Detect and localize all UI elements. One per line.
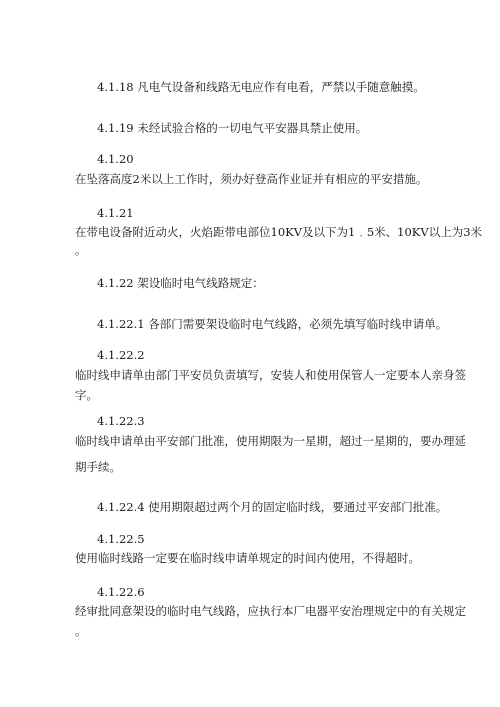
clause-4-1-19: 4.1.19 未经试验合格的一切电气平安器具禁止使用。 — [97, 121, 368, 135]
clause-4-1-22-5-number: 4.1.22.5 — [97, 532, 145, 546]
clause-4-1-22-3-text-end: 期手续。 — [75, 460, 121, 474]
clause-4-1-22-5-text: 使用临时线路一定要在临时线申请单规定的时间内使用，不得超时。 — [75, 551, 420, 565]
clause-4-1-21-text-end: 。 — [75, 243, 87, 257]
clause-4-1-22-6-number: 4.1.22.6 — [97, 585, 145, 599]
clause-4-1-22-4: 4.1.22.4 使用期限超过两个月的固定临时线，要通过平安部门批准。 — [97, 500, 448, 514]
clause-4-1-18: 4.1.18 凡电气设备和线路无电应作有电看，严禁以手随意触摸。 — [97, 80, 425, 94]
clause-4-1-22-2-text: 临时线申请单由部门平安员负责填写，安装人和使用保管人一定要本人亲身签 — [75, 368, 466, 382]
clause-4-1-22-2-text-end: 字。 — [75, 388, 98, 402]
clause-4-1-22-3-text: 临时线申请单由平安部门批准，使用期限为一星期，超过一星期的，要办理延 — [75, 434, 466, 448]
clause-4-1-20-number: 4.1.20 — [97, 152, 134, 166]
clause-4-1-21-text: 在带电设备附近动火，火焰距带电部位10KV及以下为1﹒5米、10KV以上为3米 — [75, 225, 483, 239]
clause-4-1-22-6-text: 经审批同意架设的临时电气线路，应执行本厂电器平安治理规定中的有关规定 — [75, 604, 466, 618]
clause-4-1-20-text: 在坠落高度2米以上工作时，须办好登高作业证并有相应的平安措施。 — [75, 172, 428, 186]
clause-4-1-22-3-number: 4.1.22.3 — [97, 414, 145, 428]
clause-4-1-22-1: 4.1.22.1 各部门需要架设临时电气线路，必须先填写临时线申请单。 — [97, 317, 448, 331]
clause-4-1-22-6-text-end: 。 — [75, 624, 87, 638]
clause-4-1-22-2-number: 4.1.22.2 — [97, 348, 145, 362]
clause-4-1-22-heading: 4.1.22 架设临时电气线路规定： — [97, 276, 264, 290]
clause-4-1-21-number: 4.1.21 — [97, 206, 134, 220]
